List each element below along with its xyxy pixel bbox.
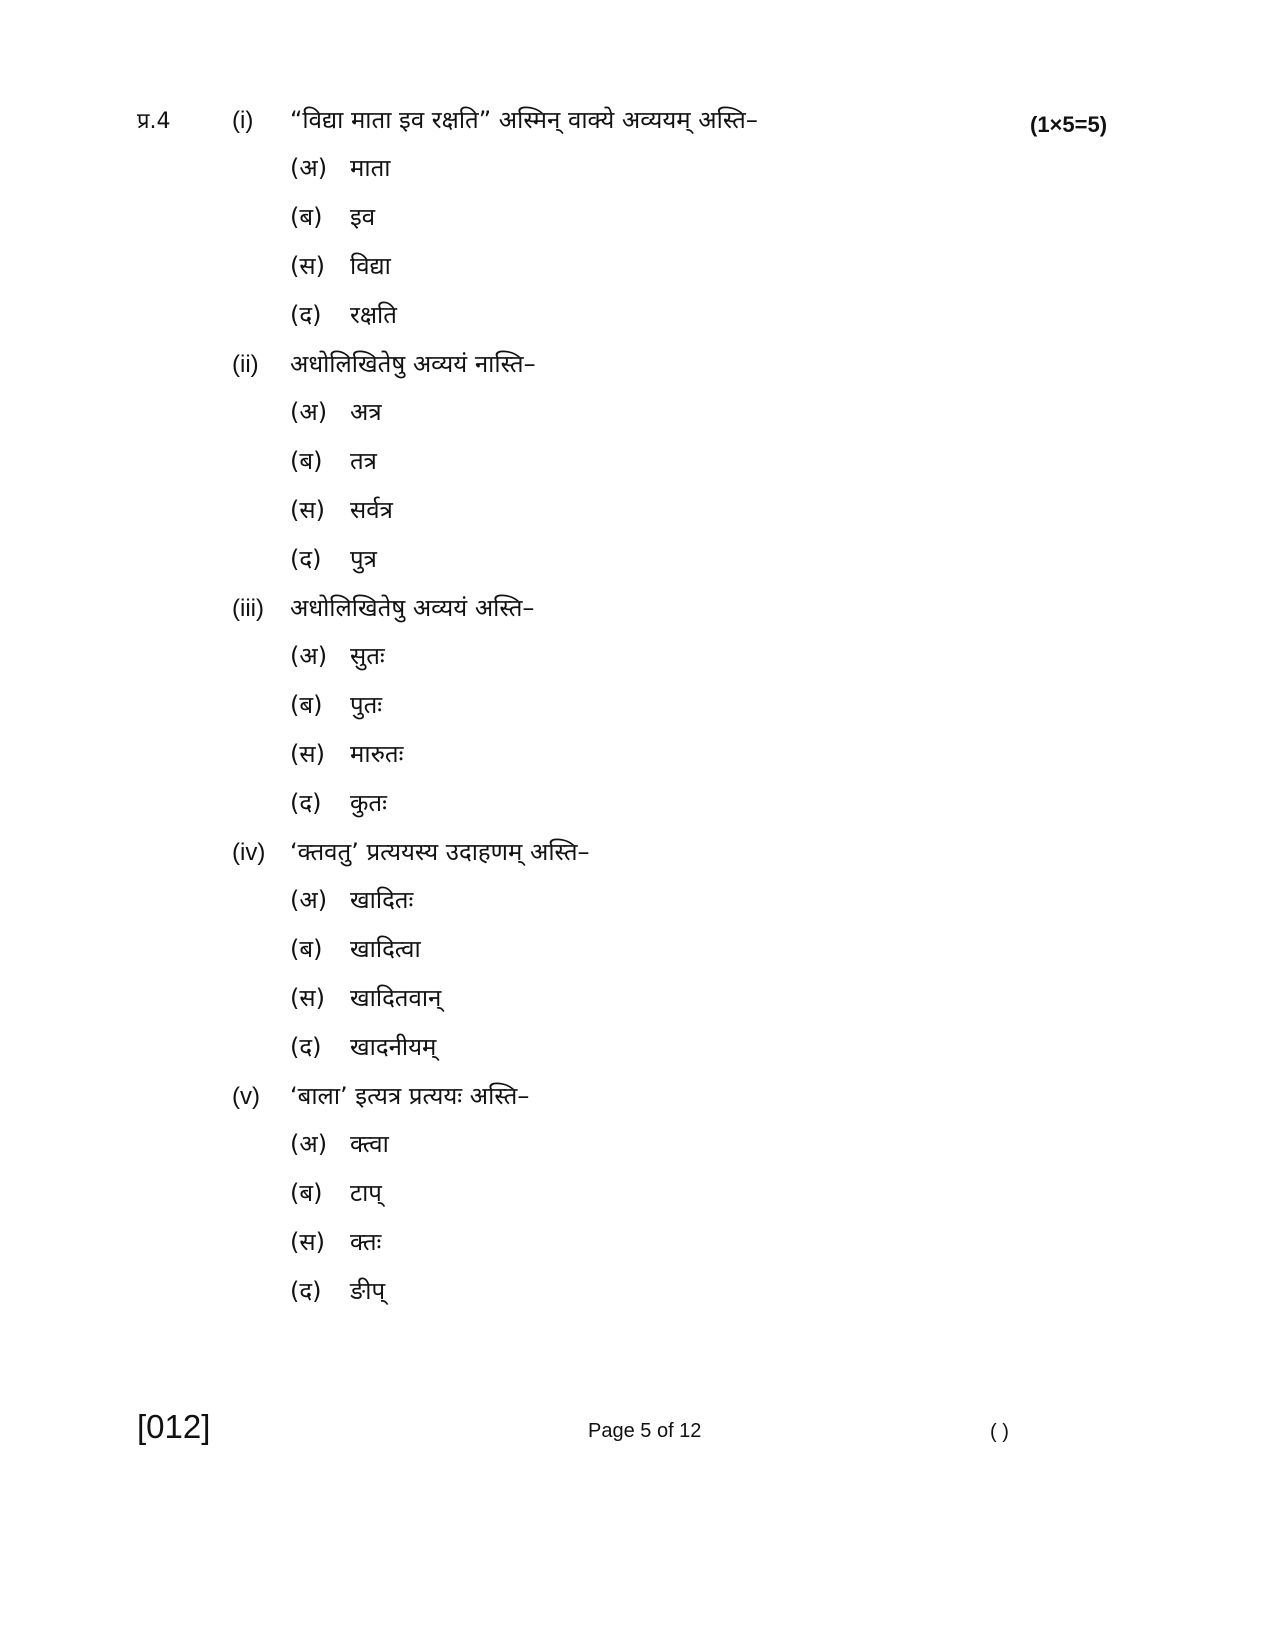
option-row bbox=[232, 200, 1032, 249]
subquestion-number: (iv) bbox=[232, 839, 266, 866]
option-text: सुतः bbox=[350, 642, 385, 670]
option-row bbox=[232, 298, 1032, 347]
subquestion-number: (ii) bbox=[232, 351, 259, 378]
option-text: माता bbox=[350, 154, 391, 182]
subquestion-number: (i) bbox=[232, 107, 254, 134]
option-row bbox=[232, 395, 1032, 444]
option-label: (ब) bbox=[290, 447, 323, 475]
option-text: ङीप् bbox=[350, 1277, 386, 1305]
option-row bbox=[232, 1176, 1032, 1225]
option-label: (द) bbox=[290, 1033, 322, 1061]
option-text: सर्वत्र bbox=[350, 496, 393, 524]
option-text: पुत्र bbox=[350, 545, 377, 573]
option-label: (अ) bbox=[290, 642, 328, 670]
option-label: (स) bbox=[290, 740, 325, 768]
option-label: (द) bbox=[290, 545, 322, 573]
option-text: इव bbox=[350, 203, 376, 231]
option-label: (स) bbox=[290, 984, 325, 1012]
option-label: (स) bbox=[290, 496, 325, 524]
option-text: मारुतः bbox=[350, 740, 404, 768]
option-label: (द) bbox=[290, 1277, 322, 1305]
footer-parenthesis: ( ) bbox=[990, 1421, 1009, 1443]
subquestion-text: अधोलिखितेषु अव्ययं नास्ति– bbox=[290, 350, 536, 378]
subquestion-header bbox=[232, 835, 1032, 883]
subquestion-header bbox=[232, 347, 1032, 395]
option-label: (ब) bbox=[290, 1179, 323, 1207]
option-row bbox=[232, 444, 1032, 493]
option-text: खादितवान् bbox=[350, 984, 442, 1012]
option-text: टाप् bbox=[350, 1179, 382, 1207]
option-text: रक्षति bbox=[350, 301, 397, 329]
option-text: कुतः bbox=[350, 789, 387, 817]
option-text: क्तः bbox=[350, 1228, 382, 1256]
option-label: (अ) bbox=[290, 154, 328, 182]
option-row bbox=[232, 639, 1032, 688]
option-label: (अ) bbox=[290, 398, 328, 426]
option-text: खादनीयम् bbox=[350, 1033, 437, 1061]
subquestion-number: (iii) bbox=[232, 595, 264, 622]
option-text: अत्र bbox=[350, 398, 382, 426]
question-number: प्र.4 bbox=[137, 109, 171, 134]
option-text: विद्या bbox=[350, 252, 391, 280]
subquestion-text: ‘क्तवतु’ प्रत्ययस्य उदाहणम् अस्ति– bbox=[290, 838, 590, 866]
option-row bbox=[232, 1127, 1032, 1176]
subquestion-header bbox=[232, 103, 1032, 151]
option-text: खादित्वा bbox=[350, 935, 421, 963]
subquestion bbox=[232, 1079, 1032, 1323]
option-row bbox=[232, 1030, 1032, 1079]
marks-allocation: (1×5=5) bbox=[1030, 112, 1108, 137]
option-text: क्त्वा bbox=[350, 1130, 389, 1158]
page-number: Page 5 of 12 bbox=[588, 1420, 702, 1442]
option-row bbox=[232, 151, 1032, 200]
option-label: (अ) bbox=[290, 1130, 328, 1158]
subquestion-text: “विद्या माता इव रक्षति” अस्मिन् वाक्ये अव्ययम् अस्ति– bbox=[290, 106, 758, 134]
option-row bbox=[232, 932, 1032, 981]
subquestion-header bbox=[232, 591, 1032, 639]
option-row bbox=[232, 1274, 1032, 1323]
option-label: (द) bbox=[290, 789, 322, 817]
subquestion-list bbox=[232, 103, 1032, 1323]
subquestion-text: ‘बाला’ इत्यत्र प्रत्ययः अस्ति– bbox=[290, 1082, 530, 1110]
paper-code: [012] bbox=[137, 1408, 211, 1445]
option-row bbox=[232, 1225, 1032, 1274]
subquestion bbox=[232, 103, 1032, 347]
subquestion bbox=[232, 347, 1032, 591]
option-row bbox=[232, 542, 1032, 591]
option-row bbox=[232, 883, 1032, 932]
subquestion-number: (v) bbox=[232, 1083, 260, 1110]
option-text: पुतः bbox=[350, 691, 383, 719]
option-label: (स) bbox=[290, 252, 325, 280]
option-label: (स) bbox=[290, 1228, 325, 1256]
option-row bbox=[232, 737, 1032, 786]
option-row bbox=[232, 493, 1032, 542]
option-row bbox=[232, 688, 1032, 737]
option-label: (ब) bbox=[290, 691, 323, 719]
option-row bbox=[232, 786, 1032, 835]
option-row bbox=[232, 249, 1032, 298]
option-row bbox=[232, 981, 1032, 1030]
subquestion bbox=[232, 591, 1032, 835]
option-label: (ब) bbox=[290, 935, 323, 963]
option-label: (ब) bbox=[290, 203, 323, 231]
subquestion bbox=[232, 835, 1032, 1079]
subquestion-header bbox=[232, 1079, 1032, 1127]
option-label: (अ) bbox=[290, 886, 328, 914]
option-text: खादितः bbox=[350, 886, 414, 914]
option-text: तत्र bbox=[350, 447, 377, 475]
subquestion-text: अधोलिखितेषु अव्ययं अस्ति– bbox=[290, 594, 535, 622]
option-label: (द) bbox=[290, 301, 322, 329]
